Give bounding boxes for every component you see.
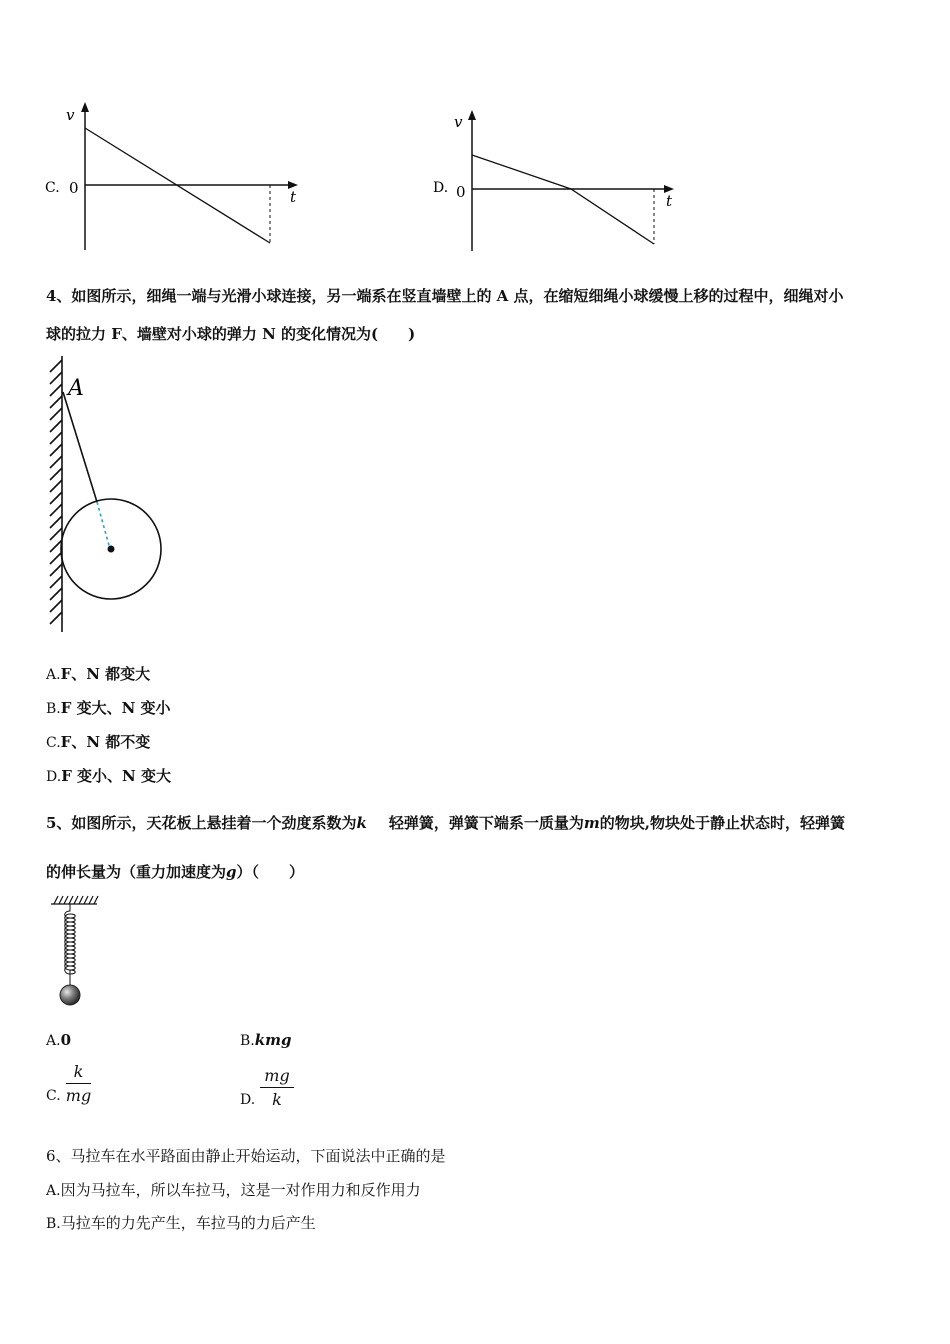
- q5-option-a: A.0: [46, 1031, 71, 1049]
- t-label: t: [290, 188, 297, 206]
- wall-hatching: [50, 356, 62, 632]
- ceiling: [51, 896, 98, 904]
- t-label: t: [666, 192, 673, 210]
- v-label: v: [66, 106, 75, 124]
- option-label: C.: [45, 180, 60, 196]
- fraction-k-over-mg: $\frac{k}{mg}$: [65, 1062, 92, 1105]
- q4-stem-line2: 球的拉力 F、墙壁对小球的弹力 N 的变化情况为( ): [46, 325, 416, 343]
- v-axis-arrow: [81, 102, 89, 112]
- q6-option-a: A.因为马拉车，所以车拉马，这是一对作用力和反作用力: [46, 1181, 421, 1199]
- spring-coil: [65, 904, 76, 985]
- q4-option-c: C.F、N 都不变: [46, 733, 151, 751]
- q5-spring-figure: [45, 893, 105, 1011]
- q5-option-d: D. $\frac{mg}{k}$: [240, 1066, 294, 1109]
- graph-c: [40, 100, 310, 260]
- rope: [63, 392, 97, 502]
- graph-d: [428, 108, 698, 258]
- q5-option-b: B.kmg: [240, 1031, 292, 1049]
- q4-stem-line1: 4、如图所示，细绳一端与光滑小球连接，另一端系在竖直墙壁上的 A 点，在缩短细绳小球缓慢上移的过程中，细绳对小: [46, 287, 844, 305]
- q6-stem: 6、马拉车在水平路面由静止开始运动，下面说法中正确的是: [46, 1147, 446, 1165]
- q6-option-b: B.马拉车的力先产生，车拉马的力后产生: [46, 1214, 316, 1232]
- option-label: D.: [433, 180, 449, 196]
- v-label: v: [454, 113, 463, 131]
- q5-stem-line1: 5、如图所示，天花板上悬挂着一个劲度系数为k 轻弹簧，弹簧下端系一质量为m的物块,物块处于静止状态时，轻弹簧: [46, 814, 845, 832]
- origin-label: 0: [456, 183, 466, 201]
- origin-label: 0: [69, 179, 79, 197]
- block-ball: [60, 985, 80, 1005]
- q4-option-d: D.F 变小、N 变大: [46, 767, 171, 785]
- q4-option-b: B.F 变大、N 变小: [46, 699, 171, 717]
- q4-wall-ball-figure: [40, 352, 180, 637]
- radius-dashed: [97, 502, 110, 549]
- point-a-label: A: [68, 376, 84, 401]
- q4-option-a: A.F、N 都变大: [46, 665, 151, 683]
- v-axis-arrow: [468, 110, 476, 120]
- q5-option-c: C. $\frac{k}{mg}$: [46, 1062, 92, 1105]
- velocity-line: [472, 155, 654, 244]
- fraction-mg-over-k: $\frac{mg}{k}$: [260, 1066, 293, 1109]
- q5-stem-line2: 的伸长量为（重力加速度为g）（ ）: [46, 863, 305, 881]
- ball-center: [108, 546, 115, 553]
